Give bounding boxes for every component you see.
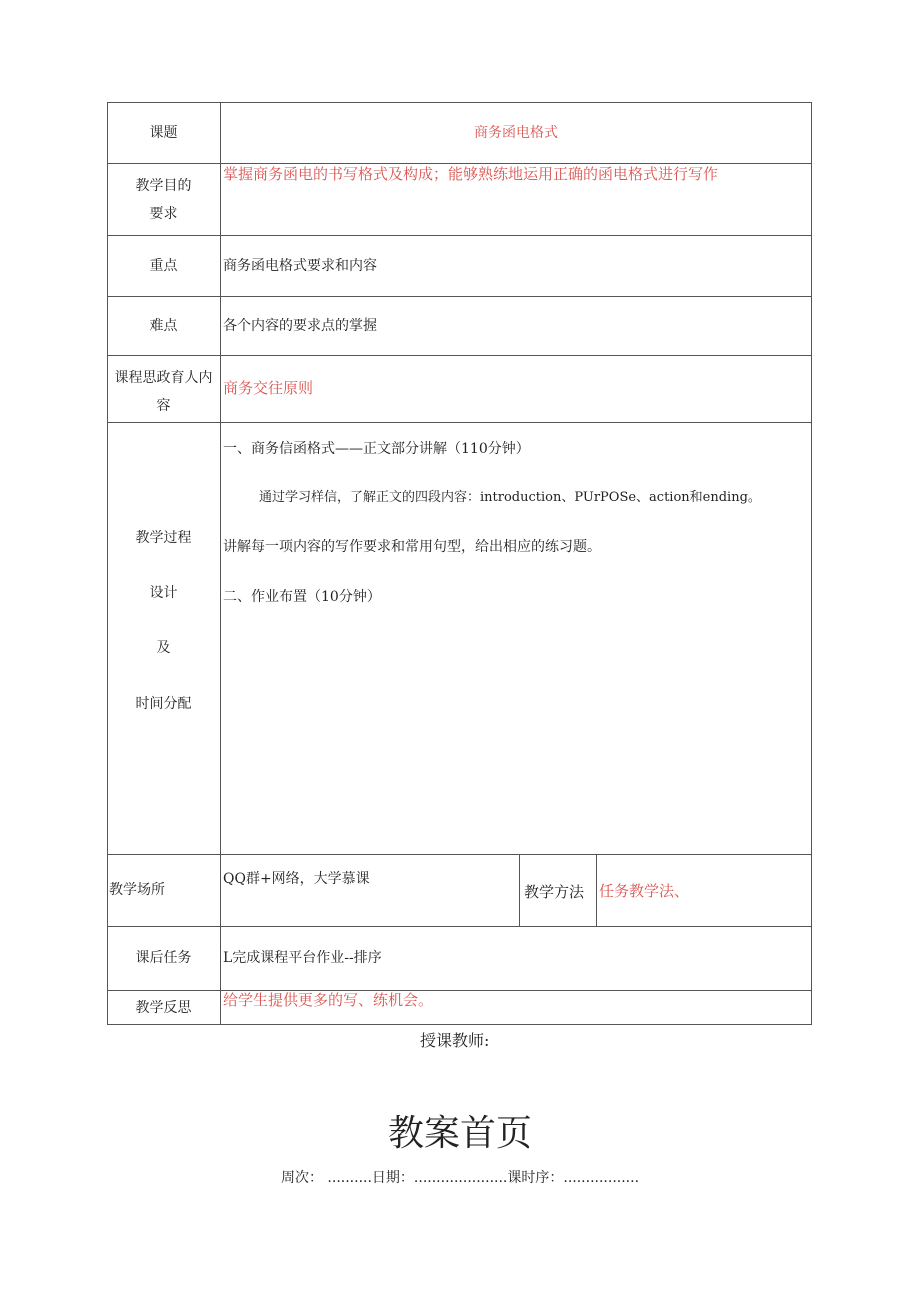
key-points-value: 商务函电格式要求和内容 [223,258,377,274]
column-divider [519,854,520,927]
venue-label: 教学场所 [109,882,165,898]
method-value: 任务教学法、 [599,882,690,900]
homework-label: 课后任务 [135,950,192,966]
ideology-label-line2: 容 [156,398,171,414]
reflection-label: 教学反思 [135,1000,192,1016]
table-border [107,102,108,1025]
teacher-label: 授课教师: [420,1031,490,1050]
objectives-label-line1: 教学目的 [135,178,192,194]
objectives-label-line2: 要求 [149,206,178,222]
reflection-value: 给学生提供更多的写、练机会。 [223,991,434,1009]
process-label-line1: 教学过程 [135,530,192,546]
process-section-1: 一、商务信函格式——正文部分讲解（110分钟） [223,441,530,457]
row-divider [107,296,812,297]
meta-line: 周次： ..........日期：.....................课时序：................. [280,1170,640,1186]
key-points-label: 重点 [149,258,178,274]
row-divider [107,854,812,855]
difficulties-value: 各个内容的要求点的掌握 [223,318,377,334]
method-label: 教学方法 [524,883,585,901]
ideology-label-line1: 课程思政育人内 [114,370,213,386]
table-border [107,102,812,103]
row-divider [107,235,812,236]
row-divider [107,422,812,423]
objectives-value: 掌握商务函电的书写格式及构成；能够熟练地运用正确的函电格式进行写作 [223,165,719,183]
row-divider [107,926,812,927]
process-label-line3: 及 [156,640,171,656]
table-border [811,102,812,1025]
topic-label: 课题 [149,125,178,141]
venue-value: QQ群+网络，大学慕课 [223,871,370,887]
difficulties-label: 难点 [149,318,178,334]
topic-value: 商务函电格式 [474,125,558,141]
process-label-line4: 时间分配 [135,696,192,712]
row-divider [107,990,812,991]
ideology-value: 商务交往原则 [223,379,314,397]
table-border [107,1024,812,1025]
homework-value: L完成课程平台作业--排序 [223,950,382,966]
process-paragraph-1: 通过学习样信，了解正文的四段内容：introduction、PUrPOSe、action和ending。 [259,490,761,505]
column-divider [220,102,221,1025]
process-section-2: 二、作业布置（10分钟） [223,589,381,605]
process-paragraph-2: 讲解每一项内容的写作要求和常用句型，给出相应的练习题。 [223,539,601,555]
process-label-line2: 设计 [149,585,178,601]
column-divider [596,854,597,927]
page-title: 教案首页 [387,1113,532,1154]
row-divider [107,355,812,356]
